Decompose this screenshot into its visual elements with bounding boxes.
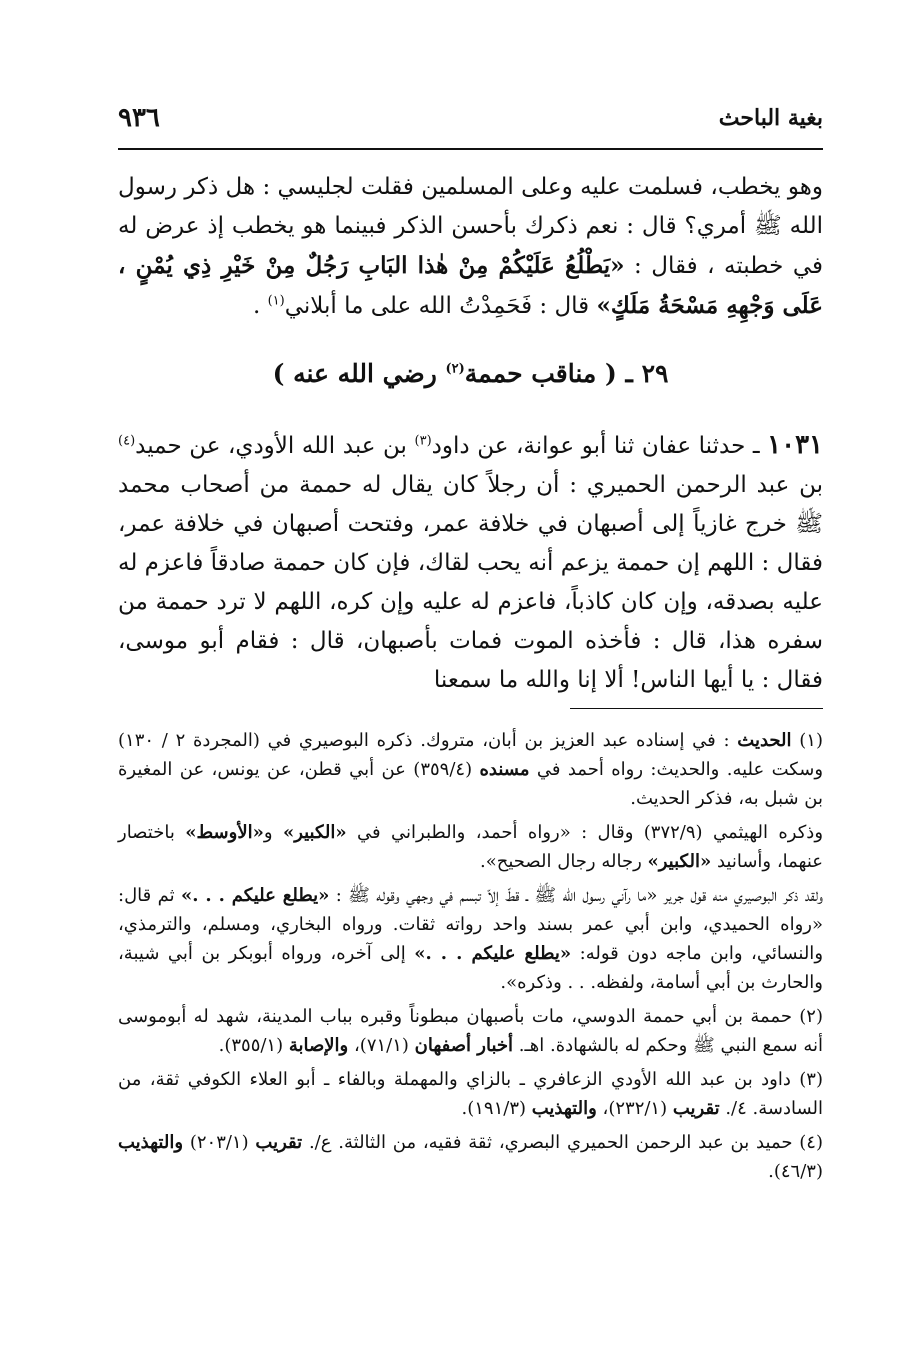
main-text <box>118 168 823 700</box>
hadith-number: ١٠٣١ <box>767 430 823 460</box>
intro-paragraph <box>118 168 823 326</box>
fn-text: و <box>263 822 283 843</box>
intro-text-end: قال : فَحَمِدْتُ الله على ما أبلاني <box>284 293 597 319</box>
fn-text: (٧١/١)، <box>348 1035 415 1056</box>
footnote-ref-4: (٤) <box>118 433 136 449</box>
fn-text: إلى آخره، ورواه أبوبكر بن أبي شيبة، والحارث بن أبي أسامة، ولفظه. . . وذكره». <box>118 943 823 993</box>
prophetic-quote: «يَطْلُعُ عَلَيْكُمْ مِنْ هٰذا البَابِ رَجُلٌ مِنْ خَيْرِ ذِي يُمْنٍ ، عَلَى وَجْهِهِ مَسْحَةُ مَلَكٍ» <box>118 252 823 319</box>
hadith-text: بن عبد الرحمن الحميري : أن رجلاً كان يقال له حممة من أصحاب محمد ﷺ خرج غازياً إلى أصبهان في خلافة عمر، وفتحت أصبهان في خلافة عمر، فقال : اللهم إن حممة يزعم أنه يحب لقاك، فإن كان حممة صادقاً فاعزم له عليه بصدقه، وإن كان كاذباً، فاعزم له عليه وإن كره، اللهم لا ترد حممة من سفره هذا، قال : فأخذه الموت فمات بأصبهان، قال : فقام أبو موسى، فقال : يا أيها الناس! ألا إنا والله ما سمعنا <box>118 472 823 693</box>
fn-bold: «يطلع عليكم . . .» <box>414 943 572 964</box>
running-title: بغية الباحث <box>718 105 823 131</box>
fn-text: (١٩١/٣). <box>461 1098 532 1119</box>
fn-text: (٢) حممة بن أبي حممة الدوسي، مات بأصبهان مبطوناً وقبره بباب المدينة، شهد له أبوموسى أنه سمع النبي ﷺ وحكم له بالشهادة. اهـ. <box>118 1006 823 1056</box>
hadith-text: ـ حدثنا عفان ثنا أبو عوانة، عن داود <box>431 433 768 459</box>
hadith-paragraph <box>118 426 823 700</box>
fn-text: ولقد ذكر البوصيري منه قول جرير «ما رآني رسول الله ﷺ ـ قطّ إلاّ تبسم في وجهي وقوله ﷺ : <box>329 885 823 906</box>
page-header <box>118 96 823 140</box>
fn-text: (١) <box>791 730 823 751</box>
fn-text: رجاله رجال الصحيح». <box>480 851 648 872</box>
footnotes <box>118 726 823 1191</box>
footnote-3 <box>118 1065 823 1123</box>
fn-text: : في إسناده عبد العزيز بن أبان، متروك. ذكره البوصيري في (المجردة ٢ / ١٣٠) وسكت عليه. والحديث: رواه أحمد في <box>118 730 824 780</box>
fn-bold: تقريب <box>672 1098 720 1119</box>
fn-text: (٣٥٩/٤) عن أبي قطن، عن يونس، عن المغيرة بن شبل به، فذكر الحديث. <box>118 759 823 809</box>
fn-bold: أخبار أصفهان <box>414 1035 514 1056</box>
intro-text: وهو يخطب، فسلمت عليه وعلى المسلمين فقلت لجليسي : هل ذكر رسول الله ﷺ أمري؟ قال : نعم ذكرك بأحسن الذكر فبينما هو يخطب إذ عرض له في خطبته ، فقال : <box>118 174 823 279</box>
fn-bold: الحديث <box>737 730 792 751</box>
footnote-ref-3: (٣) <box>414 433 432 449</box>
footnote-divider <box>570 708 823 709</box>
fn-bold: والتهذيب <box>118 1132 184 1153</box>
fn-text: ثم قال: «رواه الحميدي، وابن أبي عمر بسند واحد رواته ثقات. ورواه البخاري، ومسلم، والترمذي، والنسائي، وابن ماجه دون قوله: <box>118 885 824 964</box>
page-number: ٩٣٦ <box>118 103 160 133</box>
section-title-suffix: رضي الله عنه ) <box>272 359 446 388</box>
footnote-ref-2: (٢) <box>445 361 465 377</box>
fn-text: وذكره الهيثمي (٣٧٢/٩) وقال : «رواه أحمد، والطبراني في <box>346 822 824 843</box>
fn-text: (٣٥٥/١). <box>218 1035 289 1056</box>
fn-text: (٢٣٢/١)، <box>596 1098 673 1119</box>
footnote-1-continued <box>118 818 823 876</box>
footnote-ref-1: (١) <box>267 293 285 309</box>
footnote-2 <box>118 1002 823 1060</box>
fn-bold: والإصابة <box>288 1035 349 1056</box>
fn-text: (٢٠٣/١) <box>183 1132 256 1153</box>
fn-bold: «الكبير» <box>647 851 712 872</box>
fn-bold: والتهذيب <box>531 1098 597 1119</box>
header-divider <box>118 148 823 150</box>
fn-bold: تقريب <box>255 1132 303 1153</box>
hadith-text: بن عبد الله الأودي، عن حميد <box>135 433 415 459</box>
fn-text: باختصار عنهما، وأسانيد <box>118 822 823 872</box>
footnote-1-continued <box>118 881 823 997</box>
fn-bold: «يطلع عليكم . . .» <box>180 885 330 906</box>
footnote-1 <box>118 726 823 813</box>
fn-bold: مسنده <box>479 759 530 780</box>
intro-period: . <box>252 293 268 319</box>
fn-bold: «الكبير» <box>282 822 347 843</box>
section-title: ٢٩ ـ ( مناقب حممة <box>464 359 669 388</box>
fn-bold: «الأوسط» <box>185 822 264 843</box>
section-heading <box>118 354 823 394</box>
fn-text: (٤) حميد بن عبد الرحمن الحميري البصري، ثقة فقيه، من الثالثة. ع/. <box>302 1132 823 1153</box>
fn-text: (٣) داود بن عبد الله الأودي الزعافري ـ بالزاي والمهملة وبالفاء ـ أبو العلاء الكوفي ثقة، من السادسة. ٤/. <box>118 1069 823 1119</box>
footnote-4 <box>118 1128 823 1186</box>
fn-text: (٤٦/٣). <box>768 1161 823 1182</box>
